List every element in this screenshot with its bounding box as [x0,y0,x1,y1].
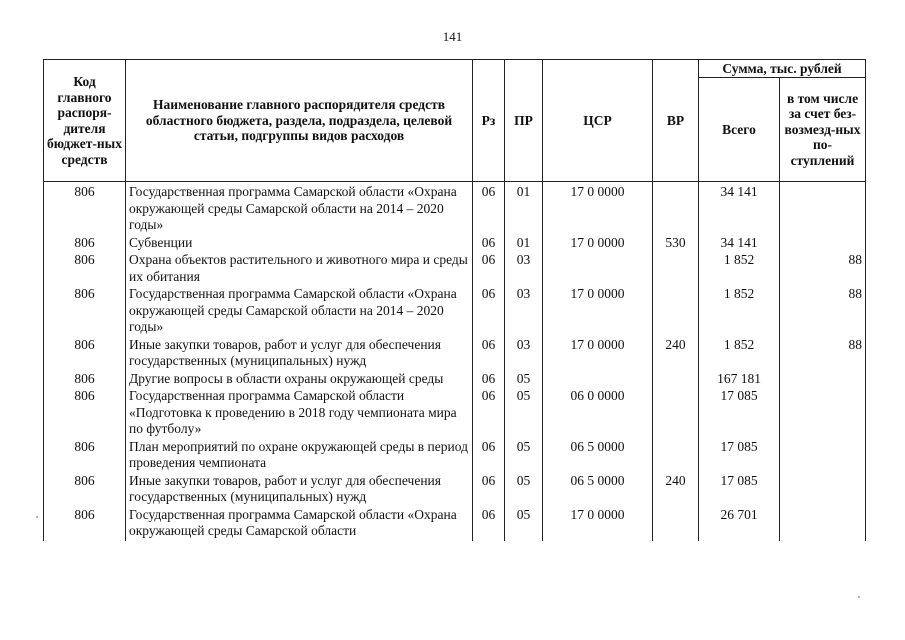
cell-rz: 06 [473,252,505,286]
cell-kod: 806 [44,286,126,337]
cell-csr: 06 5 0000 [543,473,653,507]
header-rz: Рз [473,60,505,182]
cell-pr: 05 [505,473,543,507]
table-row [44,439,866,473]
table-row [44,507,866,541]
cell-vr: 240 [653,473,699,507]
cell-name: Государственная программа Самарской области «Охрана окружающей среды Самарской области на 2014 – 2020 годы» [126,286,473,337]
cell-grants [780,388,866,439]
cell-grants [780,235,866,253]
cell-rz: 06 [473,388,505,439]
cell-grants [780,371,866,389]
cell-rz: 06 [473,337,505,371]
table-row [44,388,866,439]
cell-kod: 806 [44,182,126,235]
cell-name: Государственная программа Самарской области «Охрана окружающей среды Самарской области [126,507,473,541]
cell-csr: 06 5 0000 [543,439,653,473]
cell-name: Государственная программа Самарской области «Охрана окружающей среды Самарской области на 2014 – 2020 годы» [126,182,473,235]
cell-grants [780,182,866,235]
cell-csr [543,371,653,389]
cell-vr [653,286,699,337]
cell-grants [780,439,866,473]
cell-csr: 17 0 0000 [543,507,653,541]
header-vr: ВР [653,60,699,182]
cell-csr: 17 0 0000 [543,182,653,235]
cell-rz: 06 [473,439,505,473]
cell-pr: 05 [505,439,543,473]
table-row [44,286,866,337]
budget-table [43,59,866,541]
cell-rz: 06 [473,286,505,337]
cell-name: План мероприятий по охране окружающей среды в период проведения чемпионата [126,439,473,473]
cell-kod: 806 [44,337,126,371]
cell-kod: 806 [44,507,126,541]
cell-pr: 05 [505,371,543,389]
cell-csr: 17 0 0000 [543,235,653,253]
cell-total: 17 085 [699,388,780,439]
table-body [44,182,866,541]
cell-rz: 06 [473,507,505,541]
table-row [44,473,866,507]
scan-speck [858,596,860,598]
cell-total: 1 852 [699,286,780,337]
cell-total: 26 701 [699,507,780,541]
page-number: 141 [442,29,463,44]
table-row [44,182,866,235]
cell-kod: 806 [44,439,126,473]
cell-kod: 806 [44,388,126,439]
cell-name: Иные закупки товаров, работ и услуг для обеспечения государственных (муниципальных) нужд [126,337,473,371]
cell-name: Охрана объектов растительного и животного мира и среды их обитания [126,252,473,286]
header-grants: в том числе за счет без-возмезд-ных по-ступлений [780,78,866,182]
cell-grants [780,507,866,541]
table-row [44,371,866,389]
cell-vr [653,371,699,389]
header-total: Всего [699,78,780,182]
header-csr: ЦСР [543,60,653,182]
cell-csr: 17 0 0000 [543,286,653,337]
cell-csr: 06 0 0000 [543,388,653,439]
header-sum: Сумма, тыс. рублей [699,60,866,78]
scan-speck [36,516,38,518]
cell-total: 17 085 [699,439,780,473]
cell-rz: 06 [473,371,505,389]
cell-name: Другие вопросы в области охраны окружающей среды [126,371,473,389]
table-row [44,337,866,371]
cell-csr [543,252,653,286]
cell-vr: 240 [653,337,699,371]
cell-vr: 530 [653,235,699,253]
header-name: Наименование главного распорядителя средств областного бюджета, раздела, подраздела, целевой статьи, подгруппы видов расходов [126,60,473,182]
cell-vr [653,182,699,235]
cell-rz: 06 [473,182,505,235]
cell-grants: 88 [780,252,866,286]
cell-pr: 05 [505,388,543,439]
cell-rz: 06 [473,235,505,253]
cell-total: 17 085 [699,473,780,507]
cell-pr: 03 [505,286,543,337]
header-kod: Код главного распоря-дителя бюджет-ных средств [44,60,126,182]
cell-total: 167 181 [699,371,780,389]
cell-pr: 03 [505,337,543,371]
cell-pr: 03 [505,252,543,286]
cell-total: 1 852 [699,252,780,286]
header-pr: ПР [505,60,543,182]
cell-name: Государственная программа Самарской области «Подготовка к проведению в 2018 году чемпионата мира по футболу» [126,388,473,439]
cell-csr: 17 0 0000 [543,337,653,371]
cell-vr [653,439,699,473]
cell-grants [780,473,866,507]
cell-kod: 806 [44,473,126,507]
cell-vr [653,252,699,286]
cell-name: Субвенции [126,235,473,253]
cell-pr: 01 [505,182,543,235]
table-row [44,252,866,286]
cell-kod: 806 [44,252,126,286]
cell-name: Иные закупки товаров, работ и услуг для обеспечения государственных (муниципальных) нужд [126,473,473,507]
table-row [44,235,866,253]
cell-grants: 88 [780,337,866,371]
cell-total: 1 852 [699,337,780,371]
cell-vr [653,388,699,439]
cell-vr [653,507,699,541]
cell-total: 34 141 [699,235,780,253]
cell-pr: 05 [505,507,543,541]
cell-kod: 806 [44,235,126,253]
cell-rz: 06 [473,473,505,507]
cell-total: 34 141 [699,182,780,235]
cell-pr: 01 [505,235,543,253]
cell-kod: 806 [44,371,126,389]
cell-grants: 88 [780,286,866,337]
